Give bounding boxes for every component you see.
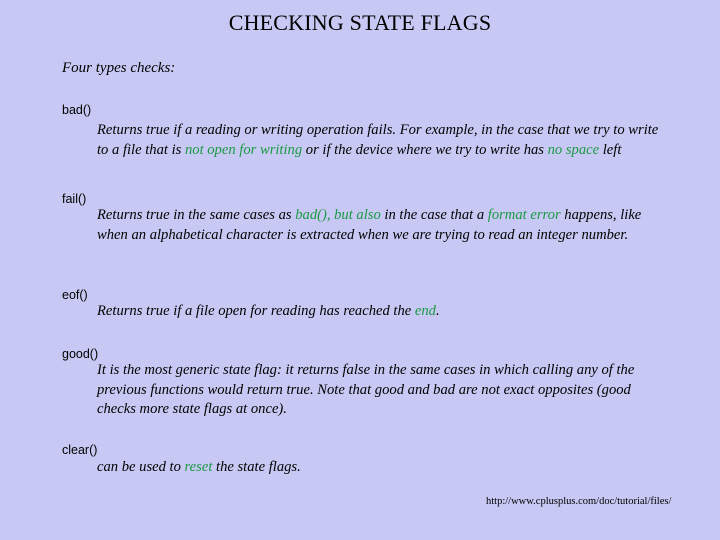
highlighted-text: not open for writing bbox=[184, 141, 303, 158]
description-clear bbox=[97, 458, 662, 478]
function-name-clear: clear() bbox=[62, 443, 98, 457]
highlighted-text: format error bbox=[487, 207, 561, 223]
description-text: Returns true if a reading or writing operation fails. For example, in the case that we try to write to a file that is bbox=[97, 122, 659, 158]
function-name-bad: bad() bbox=[62, 103, 92, 117]
description-text: or if the device where we try to write has bbox=[302, 141, 548, 158]
description-text: left bbox=[599, 141, 622, 158]
description-text: . bbox=[435, 303, 440, 319]
description-eof bbox=[97, 302, 662, 322]
description-bad bbox=[97, 121, 662, 160]
source-url: http://www.cplusplus.com/doc/tutorial/files/ bbox=[486, 496, 672, 507]
description-text: can be used to bbox=[97, 459, 185, 475]
slide-title: CHECKING STATE FLAGS bbox=[228, 10, 492, 35]
description-text: happens, like when an alphabetical character is extracted when we are trying to read an integer number. bbox=[97, 207, 642, 243]
highlighted-text: end bbox=[414, 303, 436, 319]
highlighted-text: bad(), but also bbox=[295, 207, 381, 223]
description-text: Returns true if a file open for reading has reached the bbox=[97, 303, 415, 319]
slide-subtitle: Four types checks: bbox=[62, 60, 176, 76]
description-text: in the case that a bbox=[380, 207, 488, 223]
function-name-fail: fail() bbox=[62, 192, 87, 206]
highlighted-text: reset bbox=[184, 459, 213, 475]
description-good bbox=[97, 361, 662, 420]
description-text: the state flags. bbox=[212, 459, 301, 475]
highlighted-text: no space bbox=[547, 141, 600, 158]
function-name-good: good() bbox=[62, 347, 99, 361]
description-fail bbox=[97, 206, 662, 245]
description-text: Returns true in the same cases as bbox=[97, 207, 296, 223]
description-text: It is the most generic state flag: it returns false in the same cases in which calling any of the previous functions would return true. Note that good and bad are not exact opposites (good checks more state flags at once). bbox=[97, 362, 635, 417]
function-name-eof: eof() bbox=[62, 288, 88, 302]
